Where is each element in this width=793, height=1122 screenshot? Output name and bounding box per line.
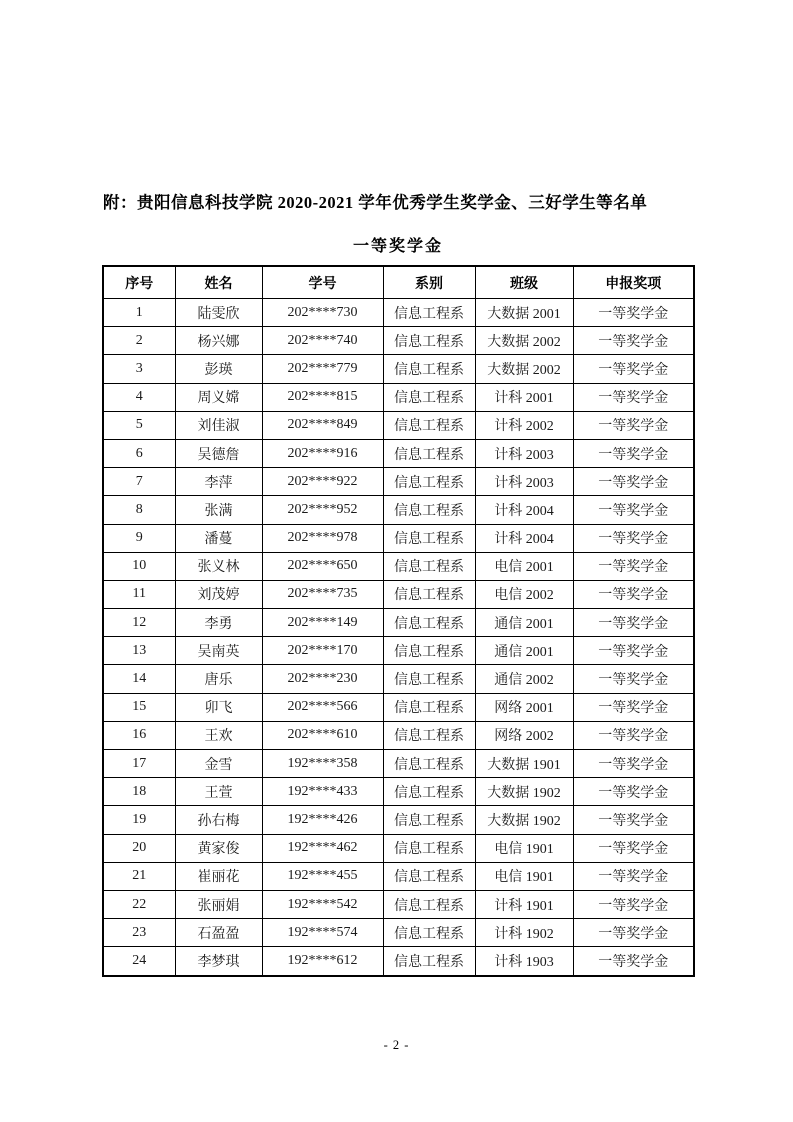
table-row [103,806,694,834]
cell-name: 王萱 [175,778,262,806]
cell-index: 18 [103,778,175,806]
cell-department: 信息工程系 [383,383,475,411]
table-row [103,778,694,806]
cell-name: 刘茂婷 [175,580,262,608]
cell-name: 石盈盈 [175,919,262,947]
cell-award: 一等奖学金 [573,947,694,976]
column-header-award: 申报奖项 [573,266,694,299]
table-row [103,524,694,552]
cell-student-id: 202****610 [262,721,383,749]
cell-name: 张满 [175,496,262,524]
cell-student-id: 192****462 [262,834,383,862]
cell-name: 潘蔓 [175,524,262,552]
cell-class: 电信 1901 [475,862,573,890]
cell-award: 一等奖学金 [573,468,694,496]
cell-name: 卯飞 [175,693,262,721]
cell-index: 24 [103,947,175,976]
table-row [103,609,694,637]
cell-department: 信息工程系 [383,890,475,918]
cell-index: 20 [103,834,175,862]
cell-student-id: 192****358 [262,750,383,778]
cell-award: 一等奖学金 [573,327,694,355]
cell-class: 计科 2003 [475,468,573,496]
cell-index: 23 [103,919,175,947]
cell-index: 14 [103,665,175,693]
table-body [103,299,694,976]
table-row [103,552,694,580]
cell-student-id: 202****978 [262,524,383,552]
cell-department: 信息工程系 [383,806,475,834]
cell-name: 吴德詹 [175,439,262,467]
cell-department: 信息工程系 [383,919,475,947]
cell-index: 4 [103,383,175,411]
cell-class: 大数据 1901 [475,750,573,778]
cell-name: 彭瑛 [175,355,262,383]
cell-index: 13 [103,637,175,665]
column-header-index: 序号 [103,266,175,299]
cell-student-id: 192****426 [262,806,383,834]
cell-award: 一等奖学金 [573,834,694,862]
cell-index: 17 [103,750,175,778]
table-row [103,919,694,947]
cell-class: 通信 2001 [475,637,573,665]
cell-award: 一等奖学金 [573,411,694,439]
cell-student-id: 202****815 [262,383,383,411]
table-row [103,411,694,439]
cell-award: 一等奖学金 [573,552,694,580]
cell-student-id: 202****149 [262,609,383,637]
cell-name: 李勇 [175,609,262,637]
cell-student-id: 192****542 [262,890,383,918]
cell-award: 一等奖学金 [573,778,694,806]
cell-index: 15 [103,693,175,721]
cell-class: 大数据 2002 [475,355,573,383]
cell-class: 通信 2002 [475,665,573,693]
cell-student-id: 202****230 [262,665,383,693]
table-row [103,468,694,496]
cell-index: 21 [103,862,175,890]
cell-department: 信息工程系 [383,580,475,608]
column-header-department: 系别 [383,266,475,299]
cell-class: 计科 2003 [475,439,573,467]
cell-index: 12 [103,609,175,637]
table-row [103,439,694,467]
cell-class: 大数据 2001 [475,299,573,327]
cell-class: 计科 1902 [475,919,573,947]
table-row [103,383,694,411]
cell-student-id: 202****730 [262,299,383,327]
cell-index: 10 [103,552,175,580]
cell-department: 信息工程系 [383,665,475,693]
cell-department: 信息工程系 [383,468,475,496]
cell-class: 大数据 1902 [475,806,573,834]
cell-department: 信息工程系 [383,947,475,976]
table-row [103,834,694,862]
cell-name: 刘佳淑 [175,411,262,439]
table-row [103,750,694,778]
cell-index: 9 [103,524,175,552]
cell-award: 一等奖学金 [573,496,694,524]
cell-award: 一等奖学金 [573,439,694,467]
cell-award: 一等奖学金 [573,355,694,383]
cell-student-id: 202****735 [262,580,383,608]
cell-department: 信息工程系 [383,750,475,778]
cell-name: 张丽娟 [175,890,262,918]
cell-student-id: 192****433 [262,778,383,806]
cell-department: 信息工程系 [383,439,475,467]
cell-student-id: 202****849 [262,411,383,439]
table-header-row [103,266,694,299]
cell-student-id: 202****779 [262,355,383,383]
cell-department: 信息工程系 [383,327,475,355]
attachment-title: 附：贵阳信息科技学院 2020-2021 学年优秀学生奖学金、三好学生等名单 [103,193,648,212]
cell-class: 计科 2002 [475,411,573,439]
cell-name: 陆雯欣 [175,299,262,327]
cell-department: 信息工程系 [383,693,475,721]
cell-class: 电信 2001 [475,552,573,580]
cell-index: 7 [103,468,175,496]
cell-student-id: 202****566 [262,693,383,721]
cell-award: 一等奖学金 [573,890,694,918]
cell-student-id: 202****916 [262,439,383,467]
cell-class: 计科 2004 [475,496,573,524]
cell-department: 信息工程系 [383,524,475,552]
cell-index: 5 [103,411,175,439]
cell-student-id: 202****740 [262,327,383,355]
table-row [103,355,694,383]
cell-department: 信息工程系 [383,862,475,890]
cell-student-id: 202****922 [262,468,383,496]
cell-class: 计科 2001 [475,383,573,411]
cell-index: 22 [103,890,175,918]
cell-index: 2 [103,327,175,355]
cell-class: 电信 2002 [475,580,573,608]
cell-class: 计科 2004 [475,524,573,552]
cell-index: 19 [103,806,175,834]
cell-department: 信息工程系 [383,411,475,439]
table-row [103,496,694,524]
cell-award: 一等奖学金 [573,806,694,834]
column-header-student-id: 学号 [262,266,383,299]
table-row [103,693,694,721]
cell-student-id: 192****574 [262,919,383,947]
section-title-first-class-scholarship: 一等奖学金 [352,238,443,255]
cell-award: 一等奖学金 [573,693,694,721]
cell-class: 通信 2001 [475,609,573,637]
cell-department: 信息工程系 [383,609,475,637]
cell-index: 16 [103,721,175,749]
cell-class: 电信 1901 [475,834,573,862]
table-row [103,299,694,327]
cell-name: 周义嫦 [175,383,262,411]
table-row [103,327,694,355]
cell-index: 8 [103,496,175,524]
cell-award: 一等奖学金 [573,665,694,693]
cell-name: 张义林 [175,552,262,580]
cell-class: 计科 1903 [475,947,573,976]
cell-student-id: 192****612 [262,947,383,976]
cell-student-id: 202****170 [262,637,383,665]
cell-name: 杨兴娜 [175,327,262,355]
table-row [103,637,694,665]
cell-department: 信息工程系 [383,552,475,580]
page-number: - 2 - [383,1038,410,1052]
table-row [103,721,694,749]
table-row [103,890,694,918]
cell-name: 金雪 [175,750,262,778]
scholarship-table [102,265,695,977]
cell-name: 孙右梅 [175,806,262,834]
cell-department: 信息工程系 [383,637,475,665]
cell-award: 一等奖学金 [573,299,694,327]
cell-award: 一等奖学金 [573,862,694,890]
column-header-name: 姓名 [175,266,262,299]
cell-department: 信息工程系 [383,721,475,749]
cell-index: 11 [103,580,175,608]
cell-class: 计科 1901 [475,890,573,918]
column-header-class: 班级 [475,266,573,299]
cell-class: 网络 2002 [475,721,573,749]
cell-name: 吴南英 [175,637,262,665]
cell-award: 一等奖学金 [573,721,694,749]
cell-student-id: 202****650 [262,552,383,580]
cell-name: 唐乐 [175,665,262,693]
cell-index: 6 [103,439,175,467]
cell-department: 信息工程系 [383,778,475,806]
cell-name: 李梦琪 [175,947,262,976]
table-row [103,665,694,693]
cell-department: 信息工程系 [383,355,475,383]
cell-name: 黄家俊 [175,834,262,862]
cell-name: 李萍 [175,468,262,496]
cell-department: 信息工程系 [383,834,475,862]
cell-department: 信息工程系 [383,496,475,524]
cell-award: 一等奖学金 [573,609,694,637]
cell-class: 大数据 2002 [475,327,573,355]
cell-award: 一等奖学金 [573,383,694,411]
cell-award: 一等奖学金 [573,637,694,665]
cell-department: 信息工程系 [383,299,475,327]
cell-name: 崔丽花 [175,862,262,890]
cell-student-id: 202****952 [262,496,383,524]
table-row [103,862,694,890]
cell-index: 1 [103,299,175,327]
table-row [103,580,694,608]
cell-award: 一等奖学金 [573,919,694,947]
cell-name: 王欢 [175,721,262,749]
cell-class: 大数据 1902 [475,778,573,806]
cell-award: 一等奖学金 [573,750,694,778]
cell-class: 网络 2001 [475,693,573,721]
table-row [103,947,694,976]
cell-award: 一等奖学金 [573,524,694,552]
cell-index: 3 [103,355,175,383]
cell-award: 一等奖学金 [573,580,694,608]
cell-student-id: 192****455 [262,862,383,890]
